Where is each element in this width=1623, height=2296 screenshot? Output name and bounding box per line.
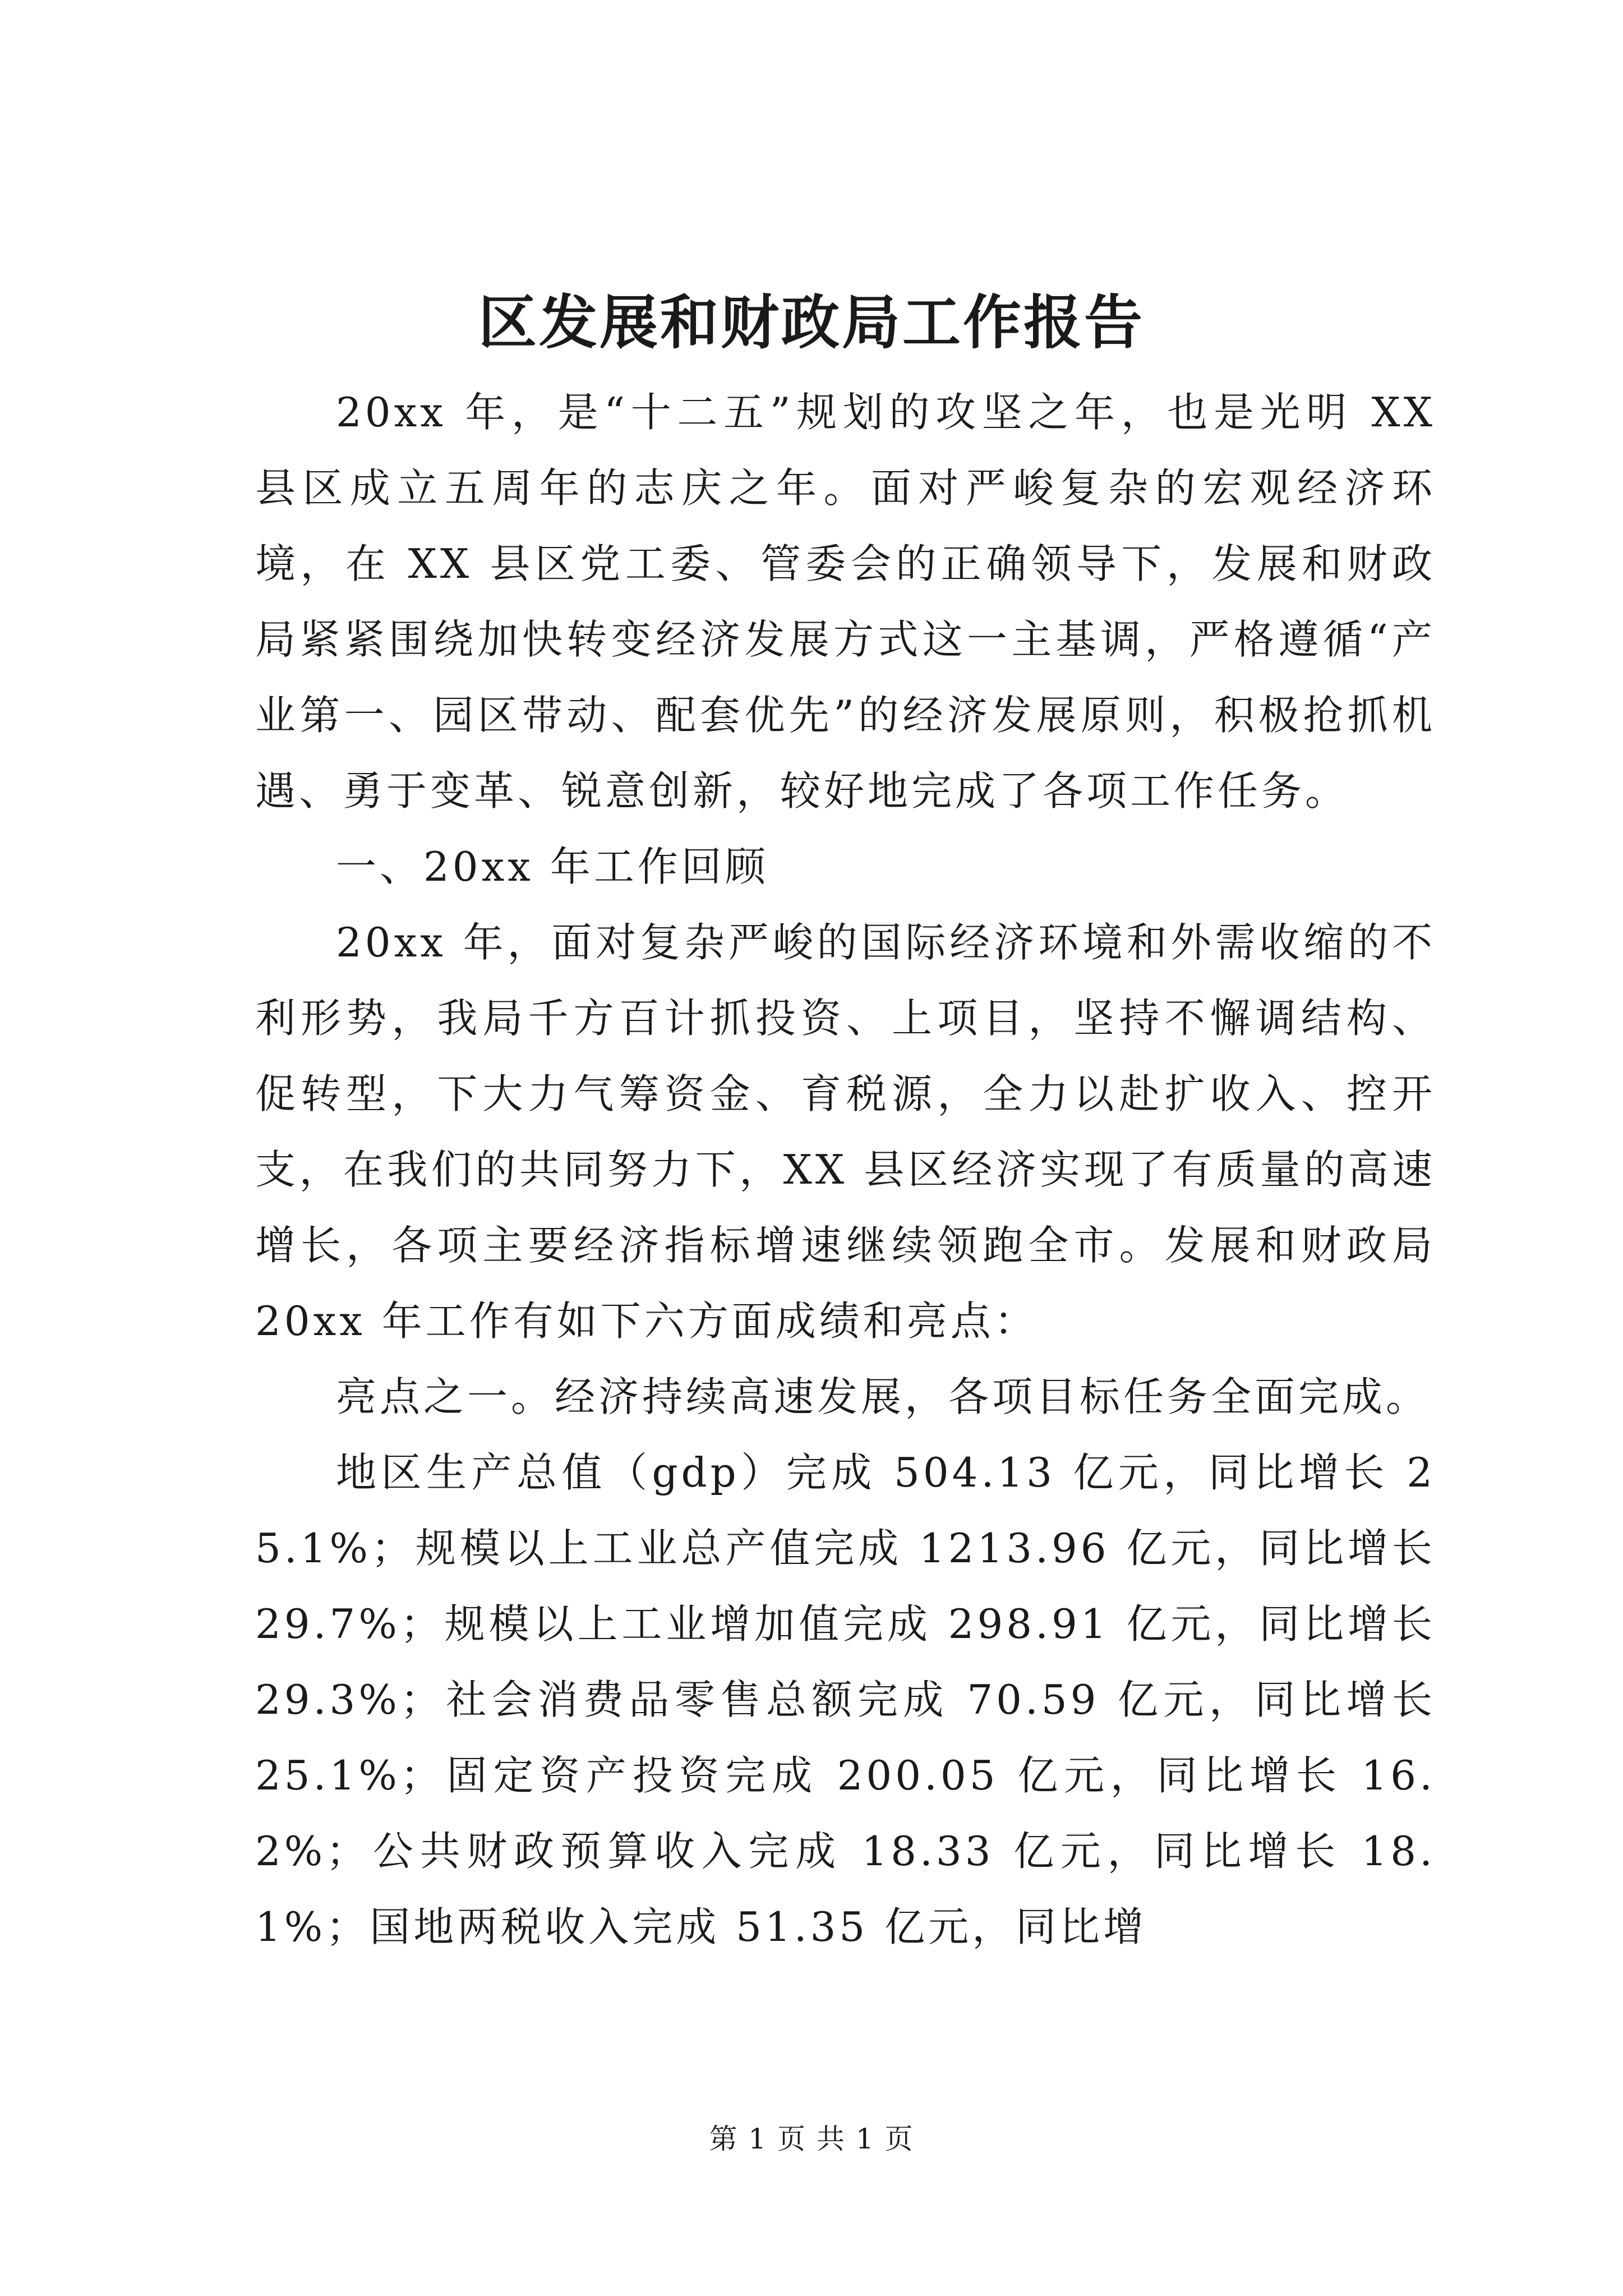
paragraph-intro: 20xx 年，是“十二五”规划的攻坚之年，也是光明 XX 县区成立五周年的志庆之年。面对严峻复杂的宏观经济环境，在 XX 县区党工委、管委会的正确领导下，发展和财政局紧紧围绕加快转变经济发展方式这一主基调，严格遵循“产业第一、园区带动、配套优先”的经济发展原则，积极抢抓机遇、勇于变革、锐意创新，较好地完成了各项工作任务。	[255, 389, 1436, 815]
document-body	[255, 375, 1436, 1965]
paragraph-highlight-one: 亮点之一。经济持续高速发展，各项目标任务全面完成。	[336, 1373, 1430, 1420]
paragraph-review: 20xx 年，面对复杂严峻的国际经济环境和外需收缩的不利形势，我局千方百计抓投资、上项目，坚持不懈调结构、促转型，下大力气筹资金、育税源，全力以赴扩收入、控开支，在我们的共同努力下，XX 县区经济实现了有质量的高速增长，各项主要经济指标增速继续领跑全市。发展和财政局 20xx 年工作有如下六方面成绩和亮点：	[255, 919, 1436, 1345]
paragraph-economic-indicators: 地区生产总值（gdp）完成 504.13 亿元，同比增长 25.1%；规模以上工业总产值完成 1213.96 亿元，同比增长 29.7%；规模以上工业增加值完成 298.91 亿元，同比增长 29.3%；社会消费品零售总额完成 70.59 亿元，同比增长 25.1%；固定资产投资完成 200.05 亿元，同比增长 16.2%；公共财政预算收入完成 18.33 亿元，同比增长 18.1%；国地两税收入完成 51.35 亿元，同比增	[255, 1449, 1436, 1950]
document-title: 区发展和财政局工作报告	[478, 288, 1145, 357]
page-footer: 第 1 页 共 1 页	[709, 2123, 914, 2155]
section-heading-review: 一、20xx 年工作回顾	[336, 843, 769, 890]
